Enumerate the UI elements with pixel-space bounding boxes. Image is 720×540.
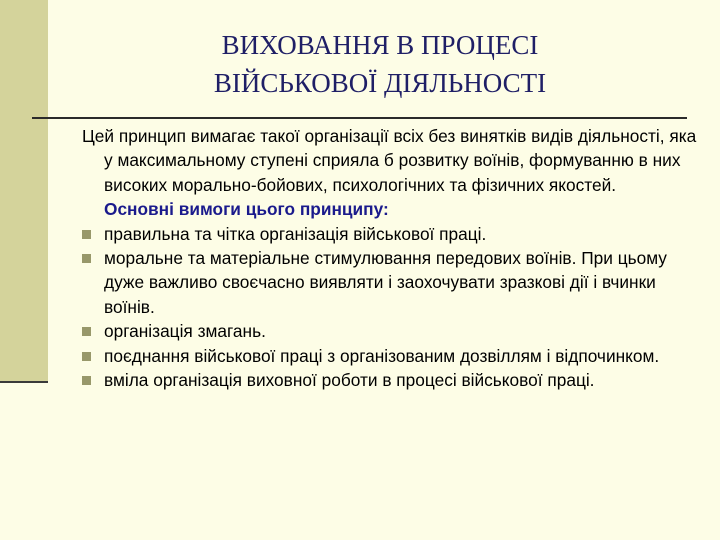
- list-item: [82, 319, 702, 343]
- list-item-text: правильна та чітка організація військової праці.: [104, 223, 487, 244]
- square-bullet-icon: [82, 327, 91, 336]
- list-item-text: поєднання військової праці з організованим дозвіллям і відпочинком.: [104, 345, 660, 366]
- square-bullet-icon: [82, 376, 91, 385]
- requirements-list: [82, 222, 702, 393]
- list-item: [82, 368, 702, 392]
- list-item-text: вміла організація виховної роботи в процесі військової праці.: [104, 370, 595, 391]
- slide-title-line-2: ВІЙСЬКОВОЇ ДІЯЛЬНОСТІ: [213, 68, 547, 98]
- requirements-heading: Основні вимоги цього принципу:: [104, 199, 389, 220]
- slide-title: [60, 26, 700, 102]
- list-item: [82, 246, 702, 319]
- square-bullet-icon: [82, 352, 91, 361]
- list-item: [82, 344, 702, 368]
- side-divider: [0, 381, 48, 383]
- square-bullet-icon: [82, 230, 91, 239]
- slide-title-line-1: ВИХОВАННЯ В ПРОЦЕСІ: [221, 30, 539, 60]
- list-item-text: організація змагань.: [104, 321, 266, 342]
- list-item-text: моральне та матеріальне стимулювання передових воїнів. При цьому дуже важливо своєчасно виявляти і заохочувати зразкові дії і вчинки воїнів.: [104, 248, 667, 317]
- list-item: [82, 222, 702, 246]
- title-rule: [32, 117, 687, 119]
- square-bullet-icon: [82, 254, 91, 263]
- slide-body: [82, 124, 702, 392]
- intro-paragraph: Цей принцип вимагає такої організації всіх без винятків видів діяльності, яка у максимальному ступені сприяла б розвитку воїнів, формуванню в них високих морально-бойових, психологічних та фізичних якостей.: [82, 126, 697, 195]
- side-band: [0, 0, 48, 383]
